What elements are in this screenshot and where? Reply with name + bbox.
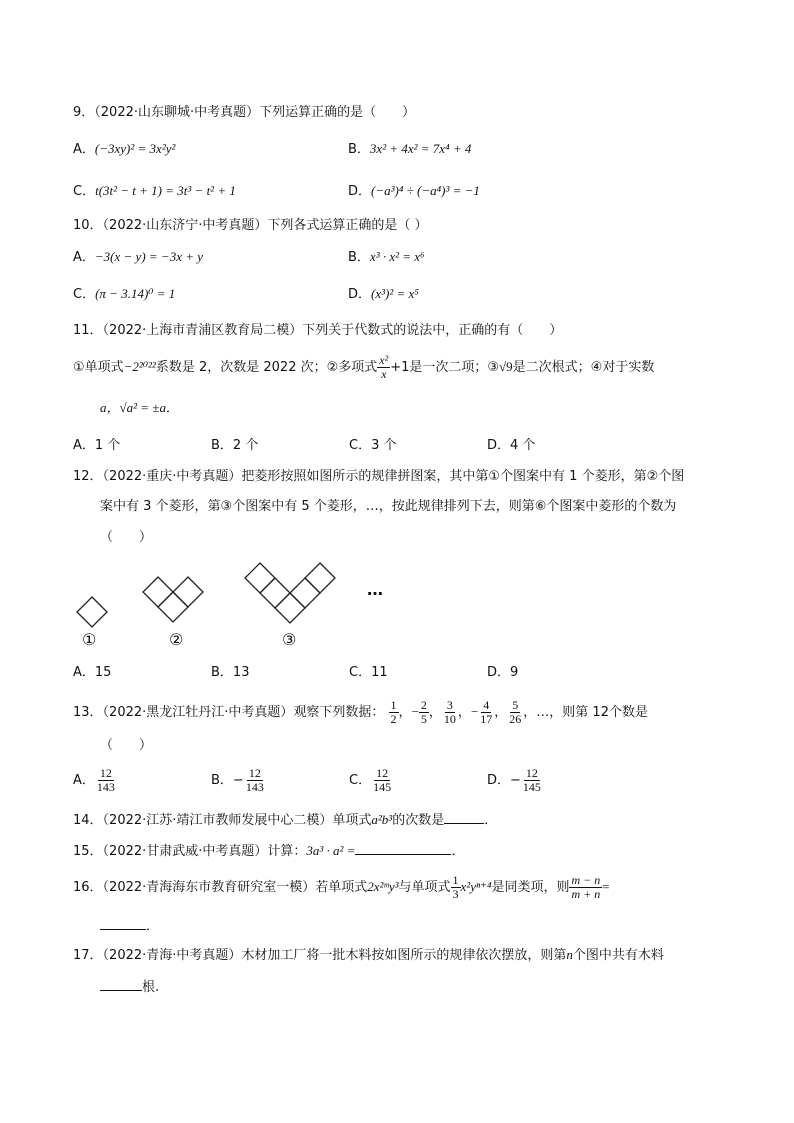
q16-stem: 16．（2022·青海海东市教育研究室一模）若单项式2x²ᵐy³与单项式 $\frac{1}{3}$ x²yⁿ⁺⁴是同类项，则 $\frac{m - n}{m + n}$ = (73, 873, 610, 901)
q11-option-d: D．4 个 (487, 438, 536, 453)
rhombus-2-3 (173, 577, 203, 607)
q9-stem: 9．（2022·山东聊城·中考真题）下列运算正确的是（ ） (73, 105, 416, 120)
q13-term-4: $\frac{4}{17}$ (480, 698, 493, 726)
rhombus-3-3 (275, 593, 305, 623)
q11-option-c: C．3 个 (349, 438, 397, 453)
rhombus-3-5 (305, 563, 335, 593)
q9-option-d: D．(−a³)⁴ ÷ (−a⁴)³ = −1 (348, 183, 480, 199)
q12-option-c: C．11 (349, 665, 388, 680)
rhombus-2-2 (158, 592, 188, 622)
rhombus-2-1 (143, 577, 173, 607)
q13-option-c: C． $\frac{12}{145}$ (349, 766, 392, 794)
q13-stem: 13．（2022·黑龙江牡丹江·中考真题）观察下列数据： $\frac{1}{2}$ ，− $\frac{2}{5}$ ， $\frac{3}{10}$ ，− $\frac{4}{17}$ ， $\frac{5}{26}$ ，…，则第 12个数是 (73, 698, 648, 726)
q17-stem: 17．（2022·青海·中考真题）木材加工厂将一批木料按如图所示的规律依次摆放，则第n个图中共有木料 (73, 947, 664, 963)
q12-option-a: A．15 (73, 665, 112, 680)
q10-option-a: A．−3(x − y) = −3x + y (73, 249, 204, 265)
q13-term-5: $\frac{5}{26}$ (509, 698, 522, 726)
q13-term-2: $\frac{2}{5}$ (420, 698, 427, 726)
q13-option-a: A． $\frac{12}{143}$ (73, 766, 115, 794)
q11-stem: 11．（2022·上海市青浦区教育局二模）下列关于代数式的说法中，正确的有（ ） (73, 323, 563, 338)
q12-stem-line1: 12．（2022·重庆·中考真题）把菱形按照如图所示的规律拼图案，其中第①个图案中有 1 个菱形，第②个图 (73, 469, 685, 484)
q13-paren: （ ） (100, 738, 153, 753)
q14-answer-blank[interactable] (444, 809, 484, 824)
q11-option-a: A．1 个 (73, 438, 121, 453)
q12-figure-label-1: ① (82, 630, 97, 649)
q12-stem-line2: 案中有 3 个菱形，第③个图案中有 5 个菱形，…，按此规律排列下去，则第⑥个图案中菱形的个数为 (100, 499, 677, 514)
q10-option-b: B．x³ · x² = x⁶ (348, 249, 425, 265)
q9-option-a: A．(−3xy)² = 3x²y² (73, 141, 176, 157)
q10-option-d: D．(x³)² = x⁵ (348, 286, 419, 302)
q16-target-fraction: $\frac{m - n}{m + n}$ (571, 873, 601, 901)
q12-figure-label-2: ② (169, 630, 184, 649)
q12-figure-ellipsis: … (367, 580, 384, 599)
q15-stem: 15．（2022·甘肃武威·中考真题）计算：3a³ · a² = ． (73, 840, 465, 862)
rhombus-3-4 (290, 578, 320, 608)
q15-answer-blank[interactable] (355, 840, 451, 855)
q13-term-3: $\frac{3}{10}$ (443, 698, 456, 726)
q11-statements: ①单项式−2²⁰²²系数是 2，次数是 2022 次；②多项式 $\frac{\text{x²}}{x}$ +1是一次二项；③√9是二次根式；④对于实数 (73, 353, 655, 381)
q17-answer-blank[interactable] (100, 976, 142, 991)
q11-option-b: B．2 个 (211, 438, 259, 453)
q17-answer-line: 根. (100, 976, 159, 998)
rhombus-1-1 (77, 597, 107, 627)
q10-stem: 10．（2022·山东济宁·中考真题）下列各式运算正确的是（ ） (73, 218, 428, 233)
q10-option-c: C．(π − 3.14)⁰ = 1 (73, 286, 176, 302)
q13-term-1: $\frac{1}{2}$ (390, 698, 397, 726)
q12-rhombus-figure (60, 555, 410, 655)
q16-answer-line: ． (100, 915, 159, 937)
q11-poly-fraction: $\frac{\text{x²}}{x}$ (379, 353, 389, 381)
q12-option-d: D．9 (487, 665, 519, 680)
rhombus-3-1 (245, 563, 275, 593)
q13-option-d: D．− $\frac{12}{145}$ (487, 766, 541, 794)
q14-stem: 14．（2022·江苏·靖江市教师发展中心二模）单项式a²b³的次数是 ． (73, 809, 497, 831)
q9-option-c: C．t(3t² − t + 1) = 3t³ − t² + 1 (73, 183, 236, 199)
rhombus-3-2 (260, 578, 290, 608)
q9-option-b: B．3x² + 4x² = 7x⁴ + 4 (348, 141, 472, 157)
q16-answer-blank[interactable] (100, 915, 146, 930)
q11-statement-4: a，√a² = ±a． (100, 400, 179, 416)
q12-stem-line3: （ ） (100, 530, 153, 545)
q12-option-b: B．13 (211, 665, 250, 680)
q13-option-b: B．− $\frac{12}{143}$ (211, 766, 264, 794)
q12-figure-label-3: ③ (282, 630, 297, 649)
